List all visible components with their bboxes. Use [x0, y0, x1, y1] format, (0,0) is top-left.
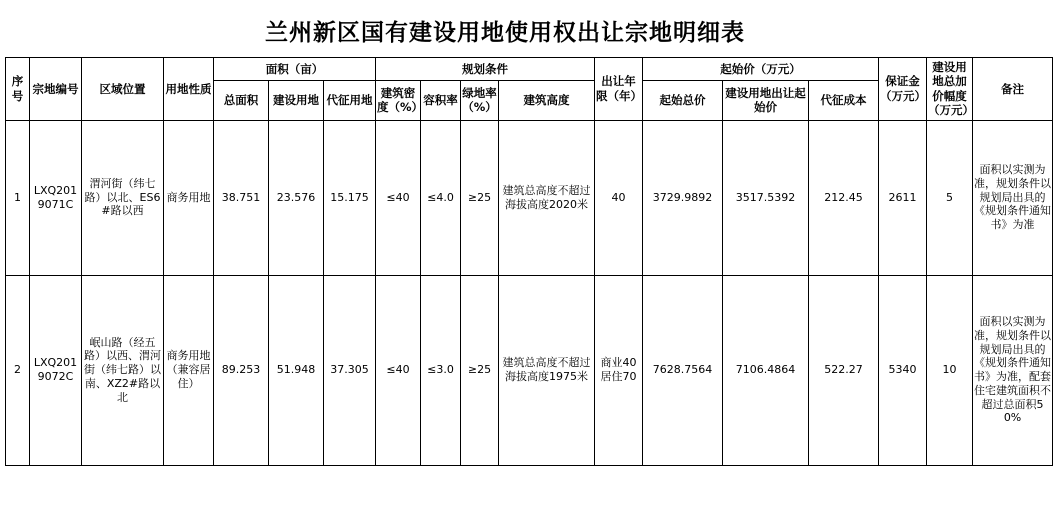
header-plan-density: 建筑密度（%） [376, 80, 421, 120]
header-remark: 备注 [973, 58, 1053, 121]
header-location: 区域位置 [82, 58, 164, 121]
cell-plan-far: ≤3.0 [421, 275, 461, 465]
cell-plan-far: ≤4.0 [421, 120, 461, 275]
page-title: 兰州新区国有建设用地使用权出让宗地明细表 [265, 20, 745, 46]
cell-seq: 1 [6, 120, 30, 275]
cell-deposit: 5340 [879, 275, 927, 465]
header-area-total: 总面积 [214, 80, 269, 120]
cell-plan-green: ≥25 [461, 275, 499, 465]
header-area-allotment: 代征用地 [324, 80, 376, 120]
cell-price-total: 3729.9892 [643, 120, 723, 275]
header-plan-height: 建筑高度 [499, 80, 595, 120]
cell-location: 渭河街（纬七路）以北、ES6#路以西 [82, 120, 164, 275]
cell-plan-height: 建筑总高度不超过海拔高度1975米 [499, 275, 595, 465]
cell-area-allotment: 15.175 [324, 120, 376, 275]
cell-location: 岷山路（经五路）以西、渭河街（纬七路）以南、XZ2#路以北 [82, 275, 164, 465]
cell-land-use: 商务用地（兼容居住） [164, 275, 214, 465]
cell-seq: 2 [6, 275, 30, 465]
cell-plan-density: ≤40 [376, 275, 421, 465]
cell-price-land: 7106.4864 [723, 275, 809, 465]
header-price-cost: 代征成本 [809, 80, 879, 120]
cell-plan-density: ≤40 [376, 120, 421, 275]
header-plan-far: 容积率 [421, 80, 461, 120]
cell-area-allotment: 37.305 [324, 275, 376, 465]
header-price-total: 起始总价 [643, 80, 723, 120]
cell-deposit: 2611 [879, 120, 927, 275]
cell-parcel-no: LXQ2019072C [30, 275, 82, 465]
cell-increment: 10 [927, 275, 973, 465]
table-row [6, 275, 1053, 465]
header-term: 出让年限（年） [595, 58, 643, 121]
cell-price-total: 7628.7564 [643, 275, 723, 465]
cell-plan-height: 建筑总高度不超过海拔高度2020米 [499, 120, 595, 275]
header-plan-group: 规划条件 [376, 58, 595, 81]
header-deposit: 保证金（万元） [879, 58, 927, 121]
cell-increment: 5 [927, 120, 973, 275]
header-price-land: 建设用地出让起始价 [723, 80, 809, 120]
cell-area-total: 38.751 [214, 120, 269, 275]
cell-term: 40 [595, 120, 643, 275]
land-parcel-table [5, 57, 1053, 466]
cell-area-construction: 51.948 [269, 275, 324, 465]
cell-price-land: 3517.5392 [723, 120, 809, 275]
cell-term: 商业40居住70 [595, 275, 643, 465]
header-increment: 建设用地总加价幅度（万元） [927, 58, 973, 121]
cell-price-cost: 212.45 [809, 120, 879, 275]
cell-land-use: 商务用地 [164, 120, 214, 275]
header-seq: 序号 [6, 58, 30, 121]
header-parcel-no: 宗地编号 [30, 58, 82, 121]
cell-remark: 面积以实测为准，规划条件以规划局出具的《规划条件通知书》为准 [973, 120, 1053, 275]
cell-remark: 面积以实测为准，规划条件以规划局出具的《规划条件通知书》为准，配套住宅建筑面积不超过总面积50% [973, 275, 1053, 465]
header-price-group: 起始价（万元） [643, 58, 879, 81]
table-row [6, 120, 1053, 275]
header-land-use: 用地性质 [164, 58, 214, 121]
header-plan-green: 绿地率（%） [461, 80, 499, 120]
table-header-row-1 [6, 58, 1053, 81]
cell-area-total: 89.253 [214, 275, 269, 465]
cell-parcel-no: LXQ2019071C [30, 120, 82, 275]
cell-plan-green: ≥25 [461, 120, 499, 275]
cell-price-cost: 522.27 [809, 275, 879, 465]
cell-area-construction: 23.576 [269, 120, 324, 275]
header-area-construction: 建设用地 [269, 80, 324, 120]
header-area-group: 面积（亩） [214, 58, 376, 81]
